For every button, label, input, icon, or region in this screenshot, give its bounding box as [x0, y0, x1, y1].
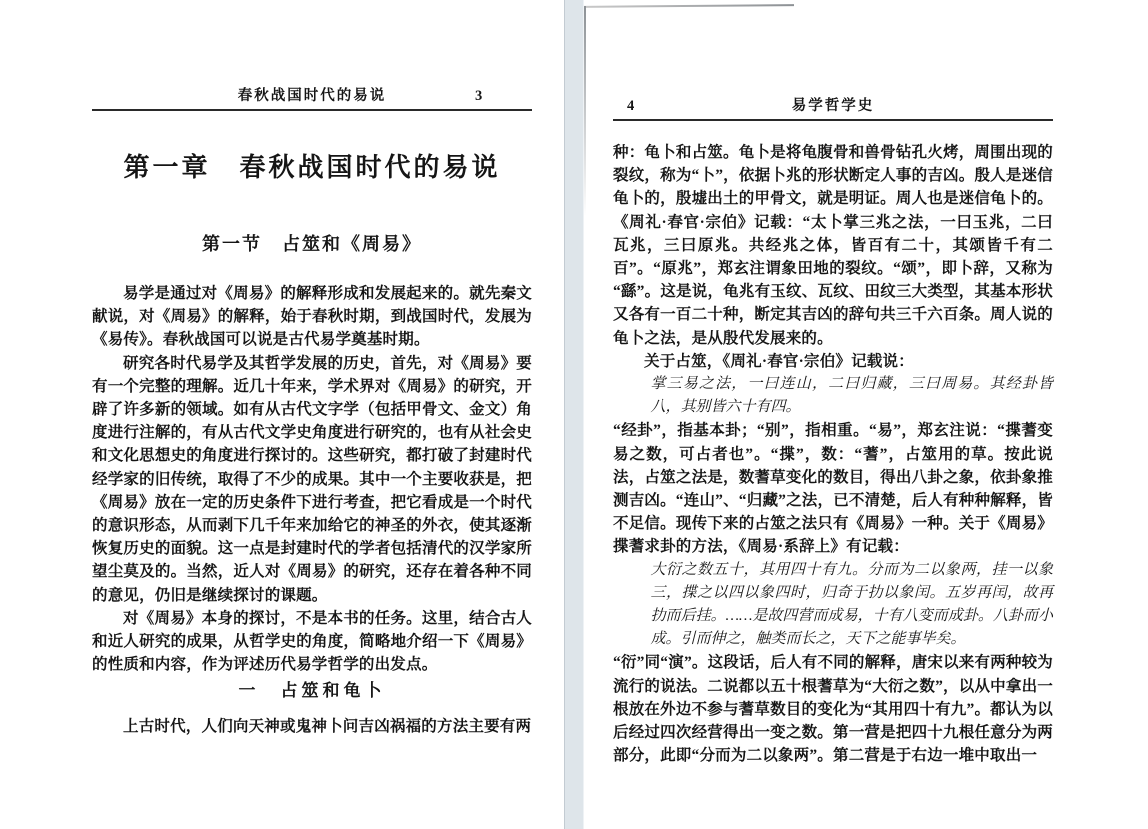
- paragraph: 上古时代，人们向天神或鬼神卜问吉凶祸福的方法主要有两: [123, 718, 532, 736]
- scan-edge-artifact-vertical: [584, 6, 586, 216]
- right-page: [613, 96, 1053, 767]
- left-head-rule: [92, 109, 532, 111]
- classic-quote: 大衍之数五十，其用四十有九。分而为二以象两，挂一以象三，揲之以四以象四时，归奇于扐以象闰。五岁再闰，故再扐而后挂。……是故四营而成易，十有八变而成卦。八卦而小成。引而伸之，触类而长之，天下之能事毕矣。: [650, 561, 1053, 648]
- left-page: [92, 86, 532, 739]
- paragraph: “衍”同“演”。这段话，后人有不同的解释，唐宋以来有两种较为流行的说法。二说都以五十根蓍草为“大衍之数”，以从中拿出一根放在外边不参与蓍草数目的变化为“其用四十有九”。都认为以后经过四次经营得出一变之数。第一营是把四十九根任意分为两部分，此即“分而为二以象两”。第二营是于右边一堆中取出一: [613, 654, 1054, 765]
- paragraph: 种：龟卜和占筮。龟卜是将龟腹骨和兽骨钻孔火烤，周围出现的裂纹，称为“卜”，依据卜兆的形状断定人事的吉凶。殷人是迷信龟卜的，殷墟出土的甲骨文，就是明证。周人也是迷信龟卜的。《周礼·春官·宗伯》记载：“太卜掌三兆之法，一曰玉兆，二曰瓦兆，三曰原兆。共经兆之体，皆百有二十，其颂皆千有二百”。“原兆”，郑玄注谓象田地的裂纹。“颂”，即卜辞，又称为“繇”。这是说，龟兆有玉纹、瓦纹、田纹三大类型，其基本形状又各有一百二十种，断定其吉凶的辞句共三千六百条。周人说的龟卜之法，是从殷代发展来的。: [613, 144, 1053, 347]
- paragraph: “经卦”，指基本卦；“别”，指相重。“易”，郑玄注说：“揲蓍变易之数，可占者也”。“揲”，数：“蓍”，占筮用的草。按此说法，占筮之法是，数蓍草变化的数目，得出八卦之象，依卦象推测吉凶。“连山”、“归藏”之法，已不清楚，后人有种种解释，皆不足信。现传下来的占筮之法只有《周易》一种。关于《周易》揲蓍求卦的方法，《周易·系辞上》有记载：: [613, 422, 1054, 556]
- left-running-title: 春秋战国时代的易说: [237, 88, 387, 104]
- left-running-head: [92, 86, 532, 106]
- scan-edge-artifact-horizontal: [584, 4, 794, 8]
- classic-quote: 掌三易之法，一曰连山，二曰归藏，三曰周易。其经卦皆八，其别皆六十有四。: [650, 376, 1053, 416]
- subsection-title: 一 占筮和龟卜: [238, 681, 386, 701]
- right-running-title: 易学哲学史: [791, 98, 875, 114]
- right-page-number: 4: [627, 98, 635, 114]
- paragraph: 研究各时代易学及其哲学发展的历史，首先，对《周易》要有一个完整的理解。近几十年来，学术界对《周易》的研究，开辟了许多新的领域。如有从古代文字学（包括甲骨文、金文）角度进行注解的，有从古代文学史角度进行研究的，也有从社会史和文化思想史的角度进行探讨的。这些研究，都打破了封建时代经学家的旧传统，取得了不少的成果。其中一个主要收获是，把《周易》放在一定的历史条件下进行考查，把它看成是一个时代的意识形态，从而剥下几千年来加给它的神圣的外衣，使其逐渐恢复历史的面貌。这一点是封建时代的学者包括清代的汉学家所望尘莫及的。当然，近人对《周易》的研究，还存在着各种不同的意见，仍旧是继续探讨的课题。: [92, 354, 532, 604]
- right-running-head: [613, 96, 1053, 116]
- chapter-title: 第一章 春秋战国时代的易说: [123, 153, 501, 182]
- paragraph: 对《周易》本身的探讨，不是本书的任务。这里，结合古人和近人研究的成果，从哲学史的角度，简略地介绍一下《周易》的性质和内容，作为评述历代易学哲学的出发点。: [92, 609, 532, 674]
- paragraph: 关于占筮，《周礼·春官·宗伯》记载说：: [644, 352, 914, 370]
- page-gutter: [564, 0, 584, 829]
- paragraph: 易学是通过对《周易》的解释形成和发展起来的。就先秦文献说，对《周易》的解释，始于春秋时期，到战国时代，发展为《易传》。春秋战国可以说是古代易学奠基时期。: [92, 285, 532, 349]
- section-title: 第一节 占筮和《周易》: [202, 234, 422, 254]
- right-head-rule: [613, 119, 1053, 121]
- left-page-number: 3: [475, 88, 483, 104]
